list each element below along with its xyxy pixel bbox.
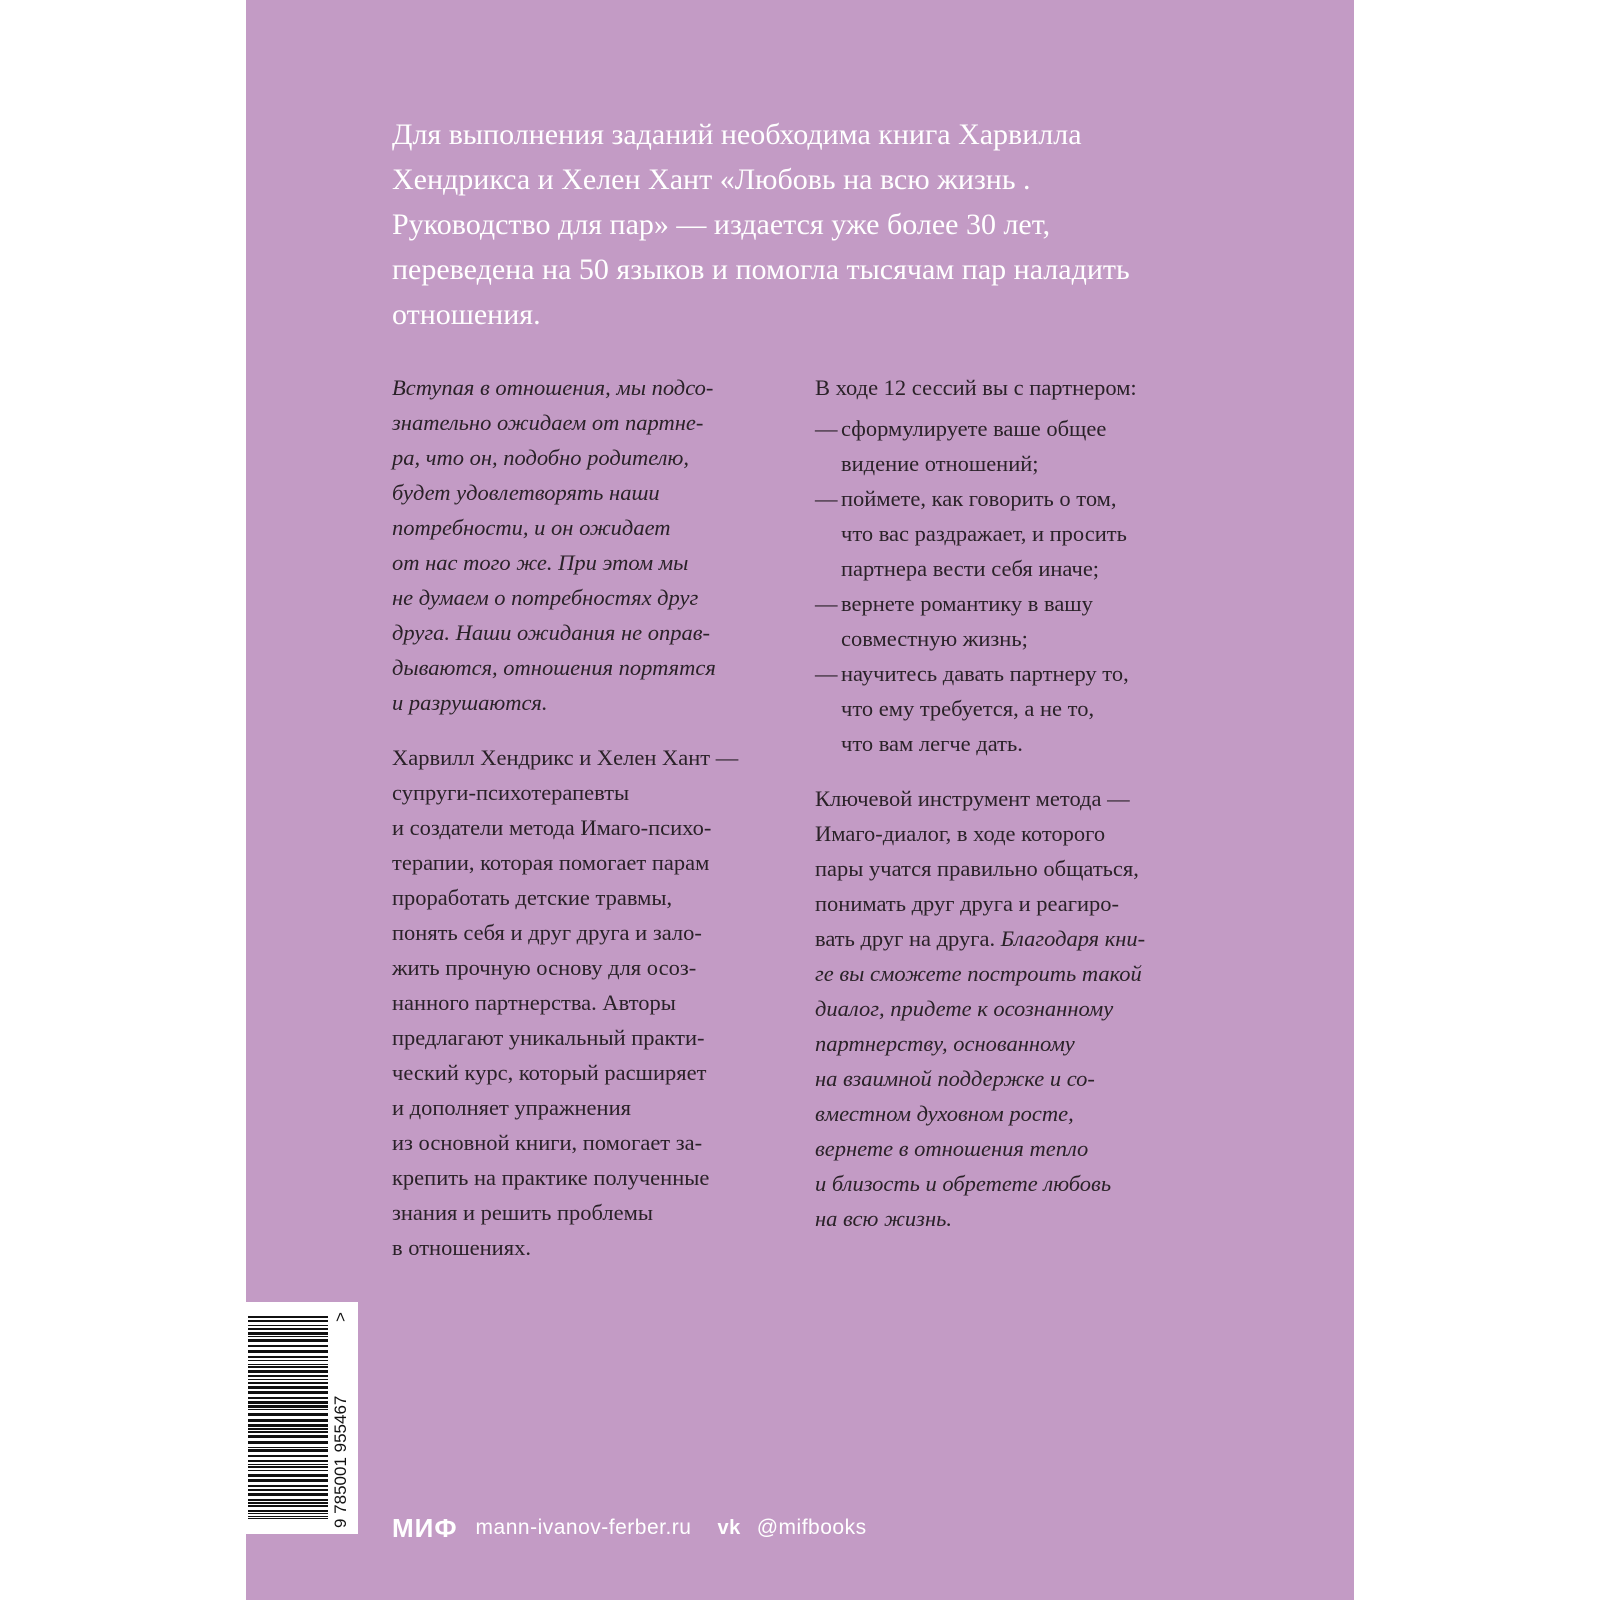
footer: [392, 1508, 867, 1548]
publisher-logo: МИФ: [392, 1512, 458, 1543]
sessions-heading: В ходе 12 сессий вы с партнером:: [815, 375, 1137, 400]
social-handle[interactable]: @mifbooks: [756, 1516, 867, 1539]
list-item: — вернете романтику в вашу совместную жизнь;: [815, 586, 1215, 656]
list-item: — поймете, как говорить о том, что вас раздражает, и просить партнера вести себя иначе;: [815, 481, 1215, 586]
intro-paragraph: Вступая в отношения, мы подсо- знательно ожидаем от партне- ра, что он, подобно родителю, будет удовлетворять наши потребности, и он ожидает от нас того же. При этом мы не думаем о потребностях друг друга. Наши ожидания не оправ- дываются, отношения портятся и разрушаются.: [392, 375, 716, 715]
sessions-list: [815, 411, 1215, 761]
method-italic-text: Благодаря кни- ге вы сможете построить такой диалог, придете к осознанному партнерству, основанному на взаимной поддержке и со- вместном духовном росте, вернете в отношения тепло и близость и обретете любовь на всю жизнь.: [815, 926, 1146, 1231]
vk-icon[interactable]: vk: [717, 1516, 741, 1539]
list-item: — сформулируете ваше общее видение отношений;: [815, 411, 1215, 481]
barcode-graphic: [246, 1302, 358, 1534]
barcode-digits: 9 785001 955467: [331, 1395, 350, 1528]
website-link[interactable]: mann-ivanov-ferber.ru: [475, 1516, 692, 1539]
barcode: [246, 1302, 358, 1534]
method-paragraph: [815, 781, 1215, 1236]
method-plain-text: Ключевой инструмент метода — Имаго-диалог, в ходе которого пары учатся правильно общаться, понимать друг друга и реагиро- вать друг на друга.: [815, 786, 1139, 951]
lead-paragraph: Для выполнения заданий необходима книга Харвилла Хендрикса и Хелен Хант «Любовь на всю жизнь . Руководство для пар» — издается уже более 30 лет, переведена на 50 языков и помогла тысячам пар наладить отношения.: [392, 118, 1130, 331]
right-column: [815, 370, 1215, 1256]
barcode-bars: [248, 1316, 328, 1519]
authors-paragraph: Харвилл Хендрикс и Хелен Хант — супруги-психотерапевты и создатели метода Имаго-психо- терапии, которая помогает парам проработать детские травмы, понять себя и друг друга и зало- жить прочную основу для осоз- нанного партнерства. Авторы предлагают уникальный практи- ческий курс, который расширяет и дополняет упражнения из основной книги, помогает за- крепить на практике полученные знания и решить проблемы в отношениях.: [392, 745, 739, 1260]
barcode-arrow: >: [331, 1312, 350, 1322]
list-item: — научитесь давать партнеру то, что ему требуется, а не то, что вам легче дать.: [815, 656, 1215, 761]
left-column: [392, 370, 792, 1285]
